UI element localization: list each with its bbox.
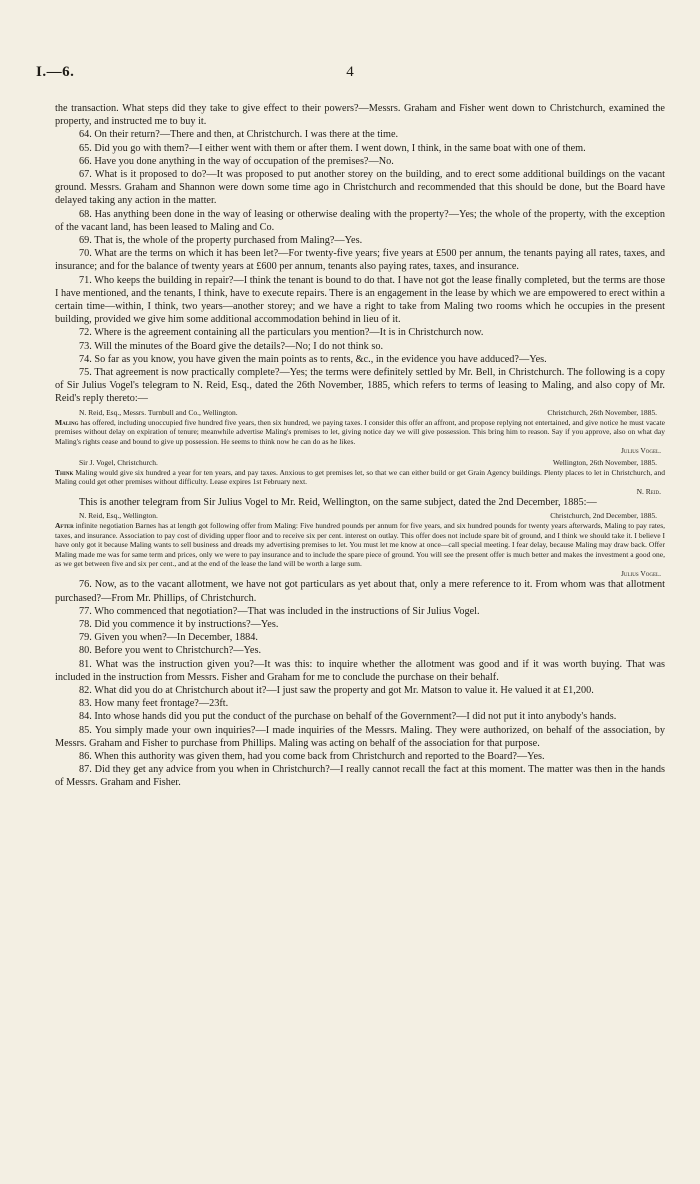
opening-paragraph: the transaction. What steps did they take to give effect to their powers?—Messrs. Graham and Fisher went down to Christchurch, examined the property, and instructed me to buy it.	[55, 103, 665, 128]
qa-item: 72. Where is the agreement containing all the particulars you mention?—It is in Christchurch now.	[79, 327, 484, 339]
qa-item: 82. What did you do at Christchurch about it?—I just saw the property and got Mr. Matson to value it. He valued it at £1,200.	[79, 685, 594, 696]
qa-item: 66. Have you done anything in the way of occupation of the premises?—No.	[79, 155, 394, 167]
qa-item: 86. When this authority was given them, had you come back from Christchurch and reported to the Board?—Yes.	[79, 751, 545, 763]
qa-item: 76. Now, as to the vacant allotment, we have not got particulars as yet about that, only a mere reference to it. From whom was that allotment purchased?—From Mr. Phillips, of Christchurch.	[55, 579, 665, 604]
qa-section-1	[55, 128, 665, 405]
telegram-signature: N. Reid.	[636, 486, 661, 496]
qa-item: 74. So far as you know, you have given the main points as to rents, &c., in the evidence you have adduced?—Yes.	[79, 353, 547, 365]
qa-item: 80. Before you went to Christchurch?—Yes.	[79, 645, 262, 657]
telegram-body: infinite negotiation Barnes has at length got following offer from Maling: Five hundred pounds per annum for five years, and six hundred pounds for twenty years afterwards, Maling to pay rates, taxes, and insurance. Association to pay cost of dividing upper floor and to receive six per cent. interest on outlay. This offer does not include spare bit of ground, and I think we should take it. I believe I have only got it because Maling wants to sell business and dreads my advertising premises to let. You must let me know at once—call special meeting. I fear delay, because Maling may draw back. Offer Maling made me was for same term and prices, only we were to pay insurance and to include the spare piece of ground. You will see the present offer is much better and makes the investment a good one, as we get between five and six per cent., and at the end of the lease the land will be worth a large sum.	[55, 521, 665, 569]
qa-item: 75. That agreement is now practically complete?—Yes; the terms were definitely settled by Mr. Bell, in Christchurch. The following is a copy of Sir Julius Vogel's telegram to N. Reid, Esq., dated the 26th November, 1885, which refers to terms of leasing to Maling, and also copy of Mr. Reid's reply thereto:—	[55, 367, 665, 405]
telegram-header	[55, 458, 665, 468]
telegram-text	[55, 521, 665, 569]
telegram-date: Wellington, 26th November, 1885.	[552, 457, 657, 467]
qa-item: 70. What are the terms on which it has been let?—For twenty-five years; five years at £500 per annum, the tenants paying all rates, taxes, and insurance; and for the balance of twenty years at £600 per annum, tenants also paying rates, taxes, and insurance.	[55, 248, 665, 273]
telegram-text	[55, 468, 665, 487]
qa-item: 87. Did they get any advice from you when in Christchurch?—I really cannot recall the fact at this moment. The matter was then in the hands of Messrs. Graham and Fisher.	[55, 764, 665, 789]
qa-item: 77. Who commenced that negotiation?—That was included in the instructions of Sir Julius Vogel.	[79, 605, 480, 617]
qa-item: 65. Did you go with them?—I either went with them or after them. I went down, I think, in the same boat with one of them.	[79, 142, 586, 154]
qa-item: 69. That is, the whole of the property purchased from Maling?—Yes.	[79, 235, 363, 247]
page-body	[55, 102, 665, 790]
qa-item: 85. You simply made your own inquiries?—I made inquiries of the Messrs. Maling. They were authorized, on behalf of the association, by Messrs. Graham and Fisher to purchase from Phillips. Maling was acting on behalf of the association for that purpose.	[55, 724, 665, 749]
telegram-address: N. Reid, Esq., Wellington.	[79, 511, 158, 521]
telegram-body: Maling would give six hundred a year for ten years, and pay taxes. Anxious to get premises let, so that we can either build or get Grain Agency buildings. Plenty places to let in Christchurch, and Maling could get other premises without difficulty. Lease expires 1st February next.	[55, 467, 665, 487]
qa-item: 78. Did you commence it by instructions?—Yes.	[79, 618, 279, 630]
telegram-address: N. Reid, Esq., Messrs. Turnbull and Co., Wellington.	[79, 407, 238, 417]
telegram-lead-word: After	[55, 521, 74, 531]
telegram-signature: Julius Vogel.	[620, 446, 661, 456]
telegram-lead-word: Think	[55, 467, 74, 477]
telegram-header	[55, 511, 665, 521]
qa-section-2	[55, 578, 665, 789]
qa-item: 71. Who keeps the building in repair?—I think the tenant is bound to do that. I have not got the lease finally completed, but the terms are those I have mentioned, and the tenants, I think, have to execute repairs. There is an engagement in the lease by which we are empowered to erect within a certain time—within, I think, two years—another storey; and we have a right to take from Maling two rooms which he occupies in the present building, provided we give him some additional accommodation behind in lieu of it.	[55, 274, 665, 326]
qa-item: 84. Into whose hands did you put the conduct of the purchase on behalf of the Government?—I did not put it into anybody's hands.	[79, 711, 617, 723]
telegram-address: Sir J. Vogel, Christchurch.	[79, 457, 158, 467]
telegram-1	[55, 408, 665, 456]
qa-item: 83. How many feet frontage?—23ft.	[79, 698, 229, 710]
telegram-date: Christchurch, 26th November, 1885.	[547, 407, 657, 417]
telegram-body: has offered, including unoccupied five hundred five years, then six hundred, we paying taxes. I consider this offer an affront, and propose replying not entertained, and give notice he must vacate premises without delay on expiration of tenure; meanwhile advertise Maling's premises to let, giving notice day we will give possession. This bring him to reason. Say if you approve, also on what day Maling's rights cease and bound to give up possession. He seems to think now he can do as he likes.	[55, 417, 665, 446]
qa-item: 68. Has anything been done in the way of leasing or otherwise dealing with the property?—Yes; the whole of the property, with the exception of the vacant land, has been leased to Maling and Co.	[55, 208, 665, 233]
telegram-3	[55, 511, 665, 578]
qa-item: 79. Given you when?—In December, 1884.	[79, 632, 258, 644]
page-number: 4	[346, 64, 354, 80]
page-header	[36, 64, 664, 84]
telegram-text	[55, 418, 665, 447]
telegram-2	[55, 458, 665, 497]
telegram-date: Christchurch, 2nd December, 1885.	[550, 511, 657, 521]
telegram-lead-word: Maling	[55, 417, 79, 427]
qa-item: 64. On their return?—There and then, at Christchurch. I was there at the time.	[79, 129, 399, 141]
interlude-paragraph: This is another telegram from Sir Julius Vogel to Mr. Reid, Wellington, on the same subject, dated the 2nd December, 1885:—	[79, 497, 597, 509]
telegram-header	[55, 408, 665, 418]
qa-item: 81. What was the instruction given you?—It was this: to inquire whether the allotment was good and if it was worth buying. That was included in the instruction from Messrs. Fisher and Graham for me to conclude the purchase on their behalf.	[55, 658, 665, 683]
document-reference: I.—6.	[36, 64, 75, 80]
qa-item: 67. What is it proposed to do?—It was proposed to put another storey on the building, and to erect some additional buildings on the vacant ground. Messrs. Graham and Shannon were down some time ago in Christchurch and recommended that this should be done, but the Board have delayed taking any action in the matter.	[55, 169, 665, 207]
telegram-signature: Julius Vogel.	[620, 568, 661, 578]
qa-item: 73. Will the minutes of the Board give the details?—No; I do not think so.	[79, 340, 384, 352]
